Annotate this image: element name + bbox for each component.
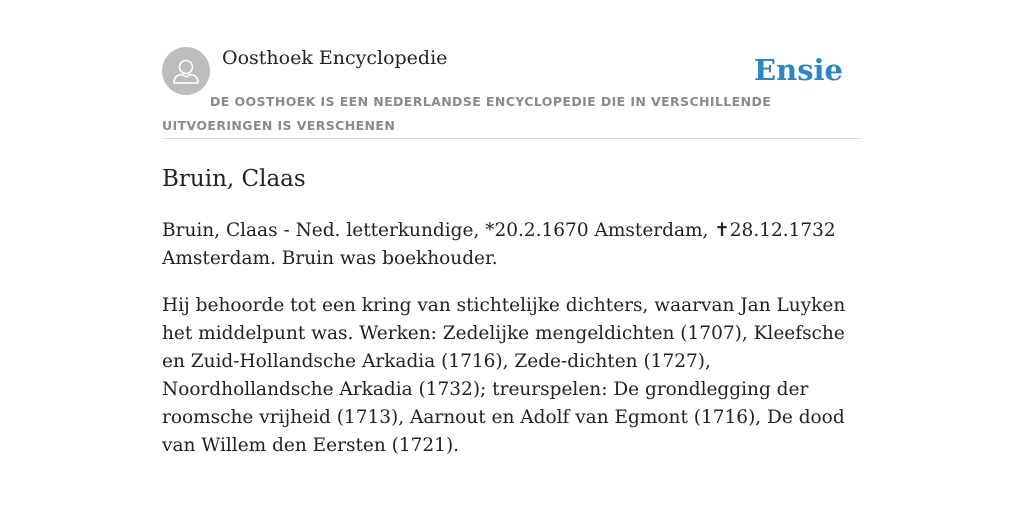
avatar[interactable]	[162, 47, 210, 95]
user-icon	[162, 47, 210, 95]
article-paragraph: Bruin, Claas - Ned. letterkundige, *20.2.1670 Amsterdam, ✝28.12.1732 Amsterdam. Bruin was boekhouder.	[162, 220, 836, 269]
publication-header	[162, 46, 862, 139]
page-container	[162, 46, 862, 460]
article-paragraph: Hij behoorde tot een kring van stichtelijke dichters, waarvan Jan Luyken het middelpunt was. Werken: Zedelijke mengeldichten (1707), Kleefsche en Zuid-Hollandsche Arkadia (1716), Zede-dichten (1727), Noordhollandsche Arkadia (1732); treurspelen: De grondlegging der roomsche vrijheid (1713), Aarnout en Adolf van Egmont (1716), De dood van Willem den Eersten (1721).	[162, 295, 846, 456]
publication-title[interactable]: Oosthoek Encyclopedie	[222, 47, 448, 69]
brand-logo-link[interactable]: Ensie	[754, 53, 843, 87]
article-title: Bruin, Claas	[162, 166, 306, 192]
publication-description: DE OOSTHOEK IS EEN NEDERLANDSE ENCYCLOPEDIE DIE IN VERSCHILLENDE UITVOERINGEN IS VERSCHENEN	[162, 94, 772, 133]
